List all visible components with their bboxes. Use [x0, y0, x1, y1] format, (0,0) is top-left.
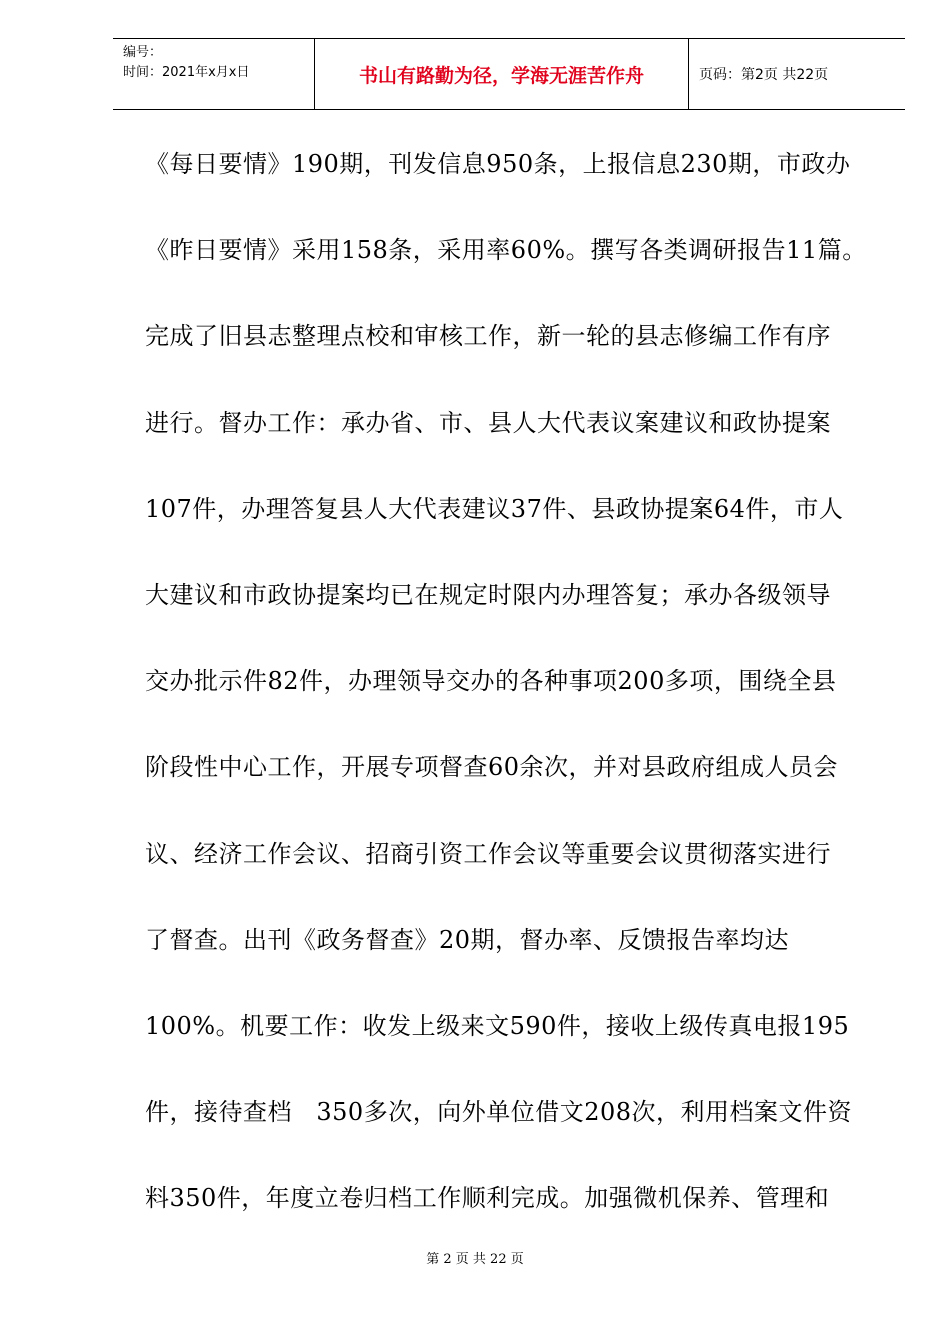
body-line: 了督查。出刊《政务督查》20期，督办率、反馈报告率均达 — [145, 925, 790, 954]
body-line: 完成了旧县志整理点校和审核工作，新一轮的县志修编工作有序 — [145, 322, 831, 351]
document-header — [113, 38, 905, 110]
body-line: 《昨日要情》采用158条，采用率60%。撰写各类调研报告11篇。 — [145, 236, 867, 265]
page-footer: 第 2 页 共 22 页 — [426, 1252, 524, 1267]
header-meta — [113, 39, 315, 109]
number-label: 编号： — [123, 45, 163, 60]
body-line: 交办批示件82件，办理领导交办的各种事项200多项，围绕全县 — [145, 667, 837, 696]
body-line: 《每日要情》190期，刊发信息950条，上报信息230期，市政办 — [145, 150, 851, 178]
body-line: 进行。督办工作：承办省、市、县人大代表议案建议和政协提案 — [145, 408, 831, 437]
body-line: 100%。机要工作：收发上级来文590件，接收上级传真电报195 — [145, 1011, 850, 1040]
body-line: 料350件，年度立卷归档工作顺利完成。加强微机保养、管理和 — [145, 1184, 830, 1213]
body-line: 大建议和市政协提案均已在规定时限内办理答复；承办各级领导 — [145, 580, 831, 609]
header-motto: 书山有路勤为径，学海无涯苦作舟 — [315, 39, 689, 109]
body-line: 107件，办理答复县人大代表建议37件、县政协提案64件，市人 — [145, 494, 844, 523]
body-line: 议、经济工作会议、招商引资工作会议等重要会议贯彻落实进行 — [145, 839, 831, 868]
header-page-info: 页码：第2页 共22页 — [699, 67, 829, 83]
body-line: 件，接待查档 350多次，向外单位借文208次，利用档案文件资 — [145, 1098, 853, 1127]
document-body — [145, 140, 880, 1260]
body-line: 阶段性中心工作，开展专项督查60余次，并对县政府组成人员会 — [145, 753, 839, 782]
time-label: 时间：2021年x月x日 — [123, 65, 250, 80]
